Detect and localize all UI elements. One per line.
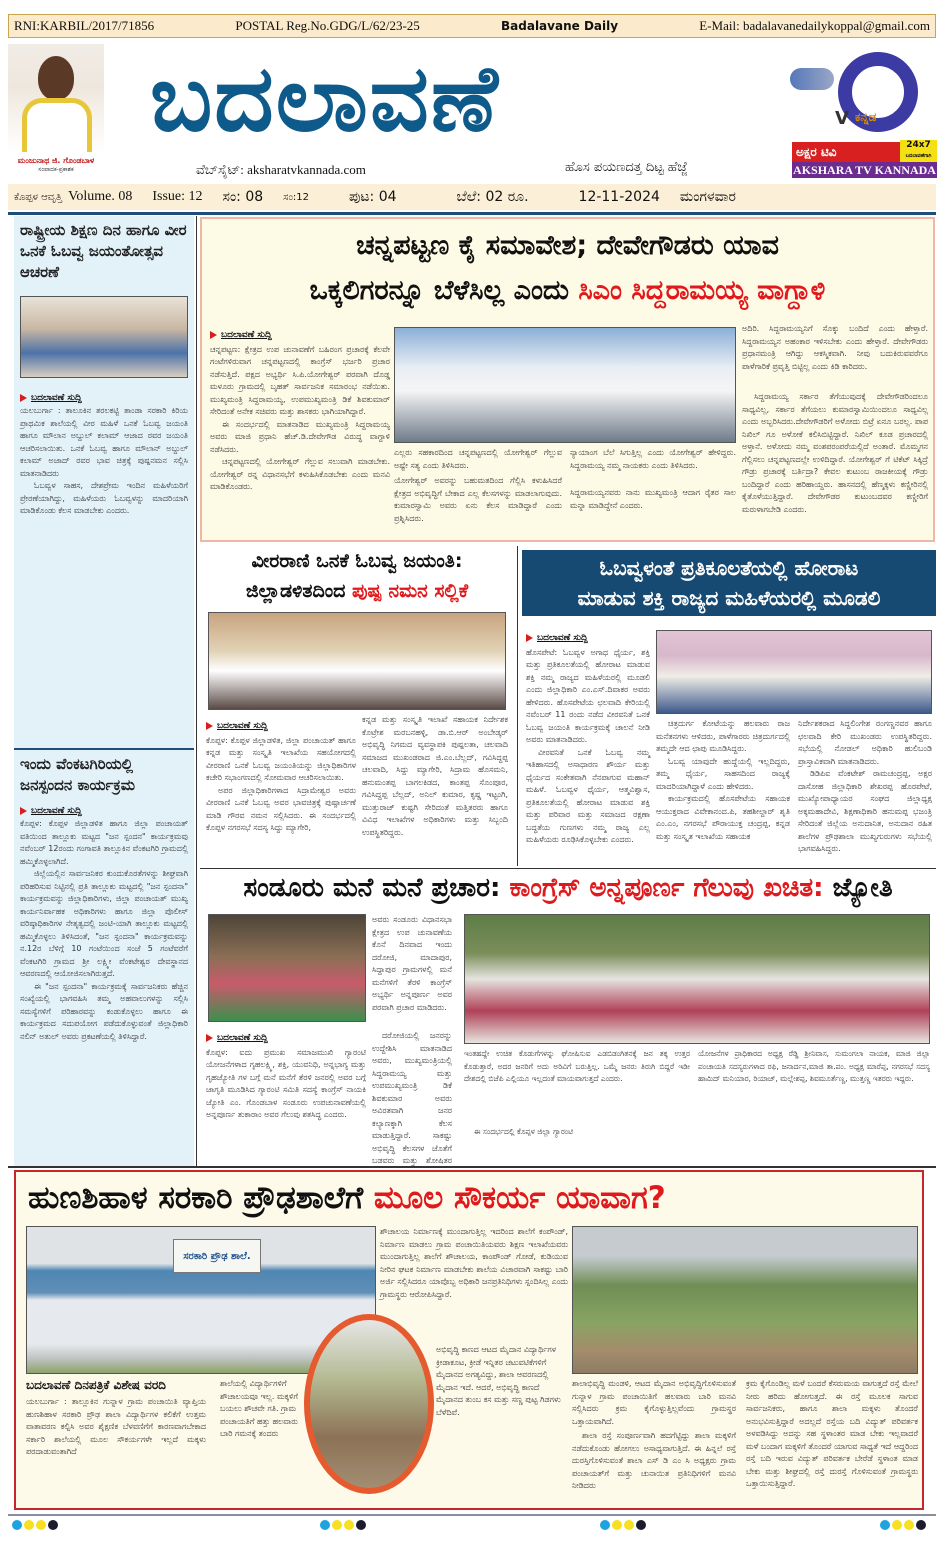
divider bbox=[200, 868, 936, 869]
lead-headline: ಚನ್ನಪಟ್ಟಣ ಕೈ ಸಮಾವೇಶ; ದೇವೇಗೌಡರು ಯಾವ ಒಕ್ಕಲಿಗರನ್ನೂ ಬೆಳೆಸಿಲ್ಲ ಎಂದು ಸಿಎಂ ಸಿದ್ದರಾಮಯ್ಯ ವಾಗ್ದಾಳಿ bbox=[309, 230, 826, 306]
lead-para: ಎಲ್ಲರು ಸಹಕಾರದಿಂದ ಚನ್ನಪಟ್ಟಣದಲ್ಲಿ ಯೋಗೇಶ್ವರ್ ಗೆಲ್ಲುವ ಅಷ್ಟೇ ಸತ್ಯ ಎಂದು ತಿಳಿಸಿದರು. bbox=[394, 448, 562, 470]
left2-para: ಜಿಲ್ಲೆಯಲ್ಲಿನ ಸಾರ್ವಜನಿಕರ ಕುಂದುಕೊರತೆಗಳನ್ನು ಶೀಘ್ರವಾಗಿ ಪರಿಹರಿಸುವ ನಿಟ್ಟಿನಲ್ಲಿ ಪ್ರತಿ ತಾಲ್ಲೂಕು ಮಟ್ಟದಲ್ಲಿ "ಜನ ಸ್ಪಂದನಾ" ಕಾರ್ಯಕ್ರಮವನ್ನು ಜಿಲ್ಲಾಧಿಕಾರಿಗಳು, ಜಿಲ್ಲಾ ಪಂಚಾಯತ್ ಮುಖ್ಯ ಕಾರ್ಯನಿರ್ವಾಹಕ ಅಧಿಕಾರಿಗಳು ಹಾಗೂ ಜಿಲ್ಲಾ ಪೊಲೀಸ್ ವರಿಷ್ಠಾಧಿಕಾರಿಗಳ ನೇತೃತ್ವದಲ್ಲಿ ಜಂಟಿ-ಯಾಗಿ ತಾಲ್ಲೂಕು ಮಟ್ಟದಲ್ಲಿ ಹಮ್ಮಿಕೊಳ್ಳಲು ತಿಳಿಸಿದಂತೆ, "ಜನ ಸ್ಪಂದನಾ" ಕಾರ್ಯಕ್ರಮವನ್ನು ನ.12ರ ಬೆಳಿಗ್ಗೆ 10 ಗಂಟೆಯಿಂದ ಸಂಜೆ 5 ಗಂಟೆವರೆಗೆ ವೆಂಕಟಗಿರಿ ಗ್ರಾಮದ ಶ್ರೀ ಲಕ್ಷ್ಮೀ ವೆಂಕಟೇಶ್ವರ ದೇವಸ್ಥಾನದ ಆವರಣದಲ್ಲಿ ಆಯೋಜಿಸಲಾಗಿರುತ್ತದೆ. bbox=[20, 869, 188, 978]
sec3-para: ಕಾರ್ಯಕ್ರಮದಲ್ಲಿ ಹೊಸಪೇಟೆಯ ಸಹಾಯಕ ಆಯುಕ್ತರಾದ ವಿವೇಕಾನಂದ.ಪಿ, ತಹಶೀಲ್ದಾರ್ ಶೃತಿ ಎಂ.ಎಂ, ನಗರಸಭೆ ಪೌರಾಯುಕ್ತ ಚಂದ್ರಪ್ಪ, ಕನ್ನಡ ಮತ್ತು ಸಂಸ್ಕೃತ ಇಲಾಖೆಯ ಸಹಾಯಕ bbox=[656, 794, 790, 841]
yellow-dot bbox=[24, 1520, 34, 1530]
left2-headline: ಇಂದು ವೆಂಕಟಗಿರಿಯಲ್ಲಿ ಜನಸ್ಪಂದನ ಕಾರ್ಯಕ್ರಮ bbox=[20, 755, 135, 794]
edition: ಕೊಪ್ಪಳ ಆವೃತ್ತಿ bbox=[14, 191, 63, 203]
lamp-lighting-photo bbox=[656, 630, 932, 714]
black-dot bbox=[48, 1520, 58, 1530]
sec3-para: ಹೊಸಪೇಟೆ: ಓಬವ್ವಳ ಅಗಾಧ ಧೈರ್ಯ, ಶಕ್ತಿ ಮತ್ತು ಪ್ರತಿಕೂಲತೆಯಲ್ಲಿ ಹೋರಾಟ ಮಾಡುವ ಶಕ್ತಿ ನಮ್ಮ ರಾಜ್ಯದ ಮಹಿಳೆಯರಲ್ಲಿ ಮೂಡಲಿ ಎಂದು ಜಿಲ್ಲಾಧಿಕಾರಿ ಎಂ.ಎಸ್.ದಿವಾಕರ ಅವರು ಹೇಳಿದರು. ಹೊಸಪೇಟೆಯ ಛಲವಾದಿ ಕೇರಿಯಲ್ಲಿ ನವೆಂಬರ್ 11 ರಂದು ನಡೆದ ವೀರವನಿತೆ ಒನಕೆ ಓಬವ್ವ ಜಯಂತಿ ಕಾರ್ಯಕ್ರಮಕ್ಕೆ ಚಾಲನೆ ನೀಡಿ ಅವರು ಮಾತನಾಡಿದರು. bbox=[526, 647, 650, 744]
tribute-photo bbox=[208, 612, 506, 710]
feature-para: ಯಲಬುರ್ಗಾ : ತಾಲ್ಲೂಕಿನ ಗುನ್ನಾಳ ಗ್ರಾಮ ಪಂಚಾಯಿತಿ ವ್ಯಾಪ್ತಿಯ ಹುಣಶಿಹಾಳ ಸರಕಾರಿ ಪ್ರೌಢ ಶಾಲಾ ವಿದ್ಯಾರ್ಥಿಗಳ ಕಲಿಕೆಗೆ ಉತ್ತಮ ವಾತಾವರಣ ಕಲ್ಪಿಸಿ ಅವರ ಶೈಕ್ಷಣಿಕ ಬೆಳವಣಿಗೆಗೆ ಕಾರಣವಾಗಬೇಕಾದ ಸರ್ಕಾರಿ ಶಾಲೆಯಲ್ಲಿ ಮೂಲ ಸೌಕರ್ಯಗಳೇ ಇಲ್ಲದೆ ಮಕ್ಕಳು ಪರದಾಡುವಂತಾಗಿದೆ bbox=[26, 1397, 206, 1456]
tv-kannada-label: ಕನ್ನಡ bbox=[855, 110, 877, 124]
sec4-headline: ಸಂಡೂರು ಮನೆ ಮನೆ ಪ್ರಚಾರ: ಕಾಂಗ್ರೆಸ್ ಅನ್ನಪೂರ್ಣ ಗೆಲುವು ಖಚಿತ: ಜ್ಯೋತಿ bbox=[243, 873, 893, 903]
sec4-para: ಈ ಸಂದರ್ಭದಲ್ಲಿ ಕೊಪ್ಪಳ ಜಿಲ್ಲಾ ಗ್ಯಾರಂಟಿ bbox=[474, 1127, 574, 1136]
left2-para: ಕೊಪ್ಪಳ: ಕೊಪ್ಪಳ ಜಿಲ್ಲಾಡಳಿತ ಹಾಗೂ ಜಿಲ್ಲಾ ಪಂಚಾಯತ್ ವತಿಯಿಂದ ತಾಲ್ಲೂಕು ಮಟ್ಟದ "ಜನ ಸ್ಪಂದನ" ಕಾರ್ಯಕ್ರಮವು ನವೆಂಬರ್ 12ರಂದು ಗಂಗಾವತಿ ತಾಲ್ಲೂಕಿನ ವೆಂಕಟಗಿರಿ ಗ್ರಾಮದಲ್ಲಿ ಹಮ್ಮಿಕೊಳ್ಳಲಾಗಿದೆ. bbox=[20, 819, 188, 866]
school-event-photo bbox=[20, 296, 188, 378]
story-obavva-hospet bbox=[522, 550, 936, 866]
sec3-byline: ಬದಲಾವಣೆ ಸುದ್ದಿ bbox=[526, 632, 650, 645]
date: 12-11-2024 bbox=[578, 189, 660, 205]
left2-byline: ಬದಲಾವಣೆ ಸುದ್ದಿ bbox=[20, 806, 194, 816]
sam-1: ಸಂ: 08 bbox=[222, 189, 264, 205]
divider bbox=[8, 212, 936, 215]
feature-para: ಕ್ರಮ ಕೈಗೊಂಡಿಲ್ಲ ಮಳೆ ಬಂದರೆ ಕೆಸರುಮಯ ವಾಗುತ್ತದೆ ರಸ್ತೆ ಮೇಲೆ ನೀರು ಹರಿದು ಹೋಗುತ್ತದೆ. ಈ ರಸ್ತೆ ಮೂಲಕ ಸಾಗುವ ಸಾರ್ವಜನಿಕರು, ಹಾಗೂ ಶಾಲಾ ಮಕ್ಕಳು ತೊಂದರೆ ಅನುಭವಿಸುತ್ತಿದ್ದಾರೆ ಅದಲ್ಲದೆ ರಸ್ತೆಯ ಬದಿ ವಿದ್ಯುತ್ ಪರಿವರ್ತಕ ಅಳವಡಿಸಿದ್ದು ಅದನ್ನು ಸಹ ಸ್ಥಳಾಂತರ ಮಾಡ ಬೇಕು ಇಲ್ಲವಾದರೆ ಮಳೆ ಬಂದಾಗ ಮಕ್ಕಳಿಗೆ ತೊಂದರೆ ಯಾಗುವ ಸಾಧ್ಯತೆ ಇದೆ ಆದ್ದರಿಂದ ರಸ್ತೆ ಬದಿ ಇರುವ ವಿದ್ಯುತ್ ಪರಿವರ್ತಕ ಬೇರೆಡೆ ಸ್ಥಳಾಂತ ಮಾಡ ಬೇಕು ಮತ್ತು ಶೀಘ್ರದಲ್ಲಿ ರಸ್ತೆ ದುರಸ್ತೆ ಗೊಳಿಸುವಂತೆ ಗ್ರಾಮಸ್ಥರು ಒತ್ತಾಯಿಸುತ್ತಿದ್ದಾರೆ. bbox=[746, 1379, 918, 1488]
email-link[interactable]: E-Mail: badalavanedailykoppal@gmail.com bbox=[699, 18, 930, 33]
feature-school bbox=[14, 1170, 924, 1510]
left2 bbox=[14, 748, 194, 1166]
sec4-byline: ಬದಲಾವಣೆ ಸುದ್ದಿ bbox=[206, 1032, 366, 1045]
lead-para: ಅದಿರಿ. ಸಿದ್ದರಾಮಯ್ಯನಿಗೆ ಸೊಕ್ಕು ಬಂದಿದೆ ಎಂದು ಹೇಳ್ತಾರೆ. ಸಿದ್ದರಾಮಯ್ಯನ ಅಹಂಕಾರ ಇಳಿಸಬೇಕು ಎಂದು ಹೇಳ್ತಾರೆ. ದೇವೇಗೌಡರು ಪ್ರಧಾನಮಂತ್ರಿ ಆಗಿದ್ದು ಆಕಸ್ಮಿಕವಾಗಿ. ನೀವು ಬದುಕಿರುವವರೆಗೂ ಪಾಳೆಗಾರಿಕೆ ಪ್ರವೃತ್ತಿ ಬಿಟ್ಟಿಲ್ಲ ಎಂದು ಕಿಡಿ ಕಾರಿದರು. bbox=[742, 324, 928, 371]
masthead-title: ಬದಲಾವಣೆ bbox=[150, 45, 500, 152]
yellow-dot bbox=[612, 1520, 622, 1530]
black-dot bbox=[356, 1520, 366, 1530]
feature-para: ಅಭಿವೃದ್ಧಿ ಕಾಣದ ಆಟದ ಮೈದಾನ ವಿದ್ಯಾರ್ಥಿಗಳ ಕ್ರೀಡಾಕೂಟ, ಕ್ರೀಡೆ ಇನ್ನಿತರ ಚಟುವಟಿಕೆಗಳಿಗೆ ಮೈದಾನದ ಅಗತ್ಯವಿದ್ದು, ಶಾಲಾ ಆವರಣದಲ್ಲಿ ಮೈದಾನ ಇದೆ. ಆದರೆ, ಅಭಿವೃದ್ಧಿ ಕಾಣದೆ ಮೈದಾನದ ತುಂಬ ಕಸ ಮತ್ತು ಸಣ್ಣ ಪುಟ್ಟ ಗಿಡಗಳು ಬೆಳೆದಿವೆ. bbox=[436, 1345, 561, 1417]
bottom-rule bbox=[8, 1514, 936, 1516]
tv-v-letter: V bbox=[835, 108, 849, 129]
registration-marks-right bbox=[880, 1520, 926, 1530]
yellow-dot bbox=[624, 1520, 634, 1530]
feature-para: ಶಾಲೆಯಲ್ಲಿ ವಿದ್ಯಾರ್ಥಿಗಳಿಗೆ ಶೌಚಾಲಯವೂ ಇಲ್ಲ. ಮಕ್ಕಳಿಗೆ ಬಯಲು ಶೌಚವೇ ಗತಿ. ಗ್ರಾಮ ಪಂಚಾಯತಿಗೆ ಹತ್ತು ಹಲವಾರು ಬಾರಿ ಗಮನಕ್ಕೆ ತಂದರು bbox=[220, 1379, 298, 1438]
feature-headline: ಹುಣಶಿಹಾಳ ಸರಕಾರಿ ಪ್ರೌಢಶಾಲೆಗೆ ಮೂಲ ಸೌಕರ್ಯ ಯಾವಾಗ? bbox=[28, 1180, 666, 1216]
tv-name: AKSHARA TV KANNADA bbox=[793, 163, 936, 177]
paper-name-en: Badalavane Daily bbox=[501, 19, 619, 33]
sec4-para: ದರೋಜಿಯಲ್ಲಿ ಜನರನ್ನು ಉದ್ದೇಶಿಸಿ ಮಾತನಾಡಿದ ಅವರು, ಮುಖ್ಯಮಂತ್ರಿಯಲ್ಲಿ ಸಿದ್ದರಾಮಯ್ಯ ಮತ್ತು ಉಪಮುಖ್ಯಮಂತ್ರಿ ಡಿಕೆ ಶಿವಕುಮಾರ ಅವರು ಅವಿರತವಾಗಿ ಜನರ ಕಲ್ಯಾಣಕ್ಕಾಗಿ ಕೆಲಸ ಮಾಡುತ್ತಿದ್ದಾರೆ. ಸಾಕಷ್ಟು ಅಭಿವೃದ್ಧಿ ಕೆಲಸಗಳ ಜೊತೆಗೆ ಬಡವರು ಮತ್ತು ಶೋಷಿತರ bbox=[372, 1031, 452, 1165]
lead-story bbox=[200, 217, 935, 542]
volume: Volume. 08 bbox=[68, 189, 133, 204]
sec2-para: ಕನ್ನಡ ಮತ್ತು ಸಂಸ್ಕೃತಿ ಇಲಾಖೆ ಸಹಾಯಕ ನಿರ್ದೇಶಕ ಕೊಟ್ರೇಶ ಮರಬನಹಳ್ಳಿ, ಡಾ.ಬಿ.ಆರ್ ಅಂಬೇಡ್ಕರ್ ಅಭಿವೃದ್ಧಿ ನಿಗಮದ ವ್ಯವಸ್ಥಾಪಕಿ ಪುಷ್ಪಲತಾ, ಚಲವಾದಿ ಸಮಾಜದ ಮುಖಂಡರಾದ ಜಿ.ಎಂ.ಬೆಲ್ಲದ್, ಗವಿಸಿದ್ದಪ್ಪ ಚಲವಾದಿ, ಸಿದ್ದು ಮ್ಯಾಗೇರಿ, ಸಿದ್ರಾಮ ಹೊಸಮನಿ, ಹನುಮಂತಪ್ಪ ಬಾಗಲಕಿಡದ, ಕಾಂತಪ್ಪ ಸೊಂಪೂರ, ಗವಿಸಿದ್ದಪ್ಪ ಬೆಲ್ಲದ್, ಅನಿಲ್ ಕುಮಾರ, ಕೃಷ್ಣ ಇಟ್ಟಂಗಿ, ಮುತ್ತುರಾಜ್ ಕುಷ್ಟಗಿ ಸೇರಿದಂತೆ ಮತ್ತಿತರರು ಹಾಗೂ ವಿವಿಧ ಇಲಾಖೆಗಳ ಅಧಿಕಾರಿಗಳು ಮತ್ತು ಸಿಬ್ಬಂದಿ ಉಪಸ್ಥಿತರಿದ್ದರು. bbox=[362, 715, 508, 837]
feature-para: ಶೌಚಾಲಯ ನಿರ್ಮಾಣಕ್ಕೆ ಮುಂದಾಗುತ್ತಿಲ್ಲ ಇದರಿಂದ ಶಾಲೆಗೆ ಕಂಪೌಂಡ್, ನಿರ್ಮಾಣ ಮಾಡಲು ಗ್ರಾಮ ಪಂಚಾಯಿತಿಯವರು ಶಿಕ್ಷಣ ಇಲಾಖೆಯವರು ಮುಂದಾಗುತ್ತಿಲ್ಲ ಶಾಲೆಗೆ ಶೌಚಾಲಯ, ಕಾಂಪೌಂಡ್ ಗೋಡೆ, ಕುಡಿಯುವ ನೀರಿನ ಘಟಕ ನಿರ್ಮಾಣ ಮಾಡಬೇಕು ಶಾಲೆಯ ವಿಚಾರವಾಗಿ ಸಾಕಷ್ಟು ಬಾರಿ ಅರ್ಜಿ ಸಲ್ಲಿಸಿದರೂ ಯಾವೊಬ್ಬ ಅಧಿಕಾರಿ ಜನಪ್ರತಿನಿಧಿಗಳು ಸ್ಪಂದಿಸಿಲ್ಲ ಎಂದು ಗ್ರಾಮಸ್ಥರು ಆರೋಪಿಸಿದ್ದಾರೆ. bbox=[380, 1227, 568, 1299]
black-dot bbox=[916, 1520, 926, 1530]
sec4-para: ಯೋಜನೆಗಳ ಪ್ರಾಧಿಕಾರದ ಅಧ್ಯಕ್ಷ ರೆಡ್ಡಿ ಶ್ರೀನಿವಾಸ, ಸುಮಂಗಲಾ ನಾಯಕ, ಮಾಜಿ ಜಿಲ್ಲಾ ಪಂಚಾಯತಿ ಸದಸ್ಯರುಗಳಾದ ರಫಿ, ಜನಾರ್ದನ,ಮಾಜಿ ತಾ.ಪಂ. ಅಧ್ಯಕ್ಷ ಮಾರೆಪ್ಪ, ನಗರಸಭೆ ಸದಸ್ಯ ಹಾಮಿದ್ ಮನಿಯಾರ, ರಿಯಾಜ್, ಮಲ್ಲೇಶಪ್ಪ, ಶಿವಮೂರ್ತೆಣ್ಣ, ಮುತ್ತಣ್ಣ ಇತರರು ಇದ್ದರು. bbox=[698, 1049, 930, 1083]
triangle-icon bbox=[206, 722, 213, 730]
issue: Issue: 12 bbox=[152, 189, 203, 204]
price: ಬೆಲೆ: 02 ರೂ. bbox=[456, 189, 529, 205]
yellow-dot bbox=[892, 1520, 902, 1530]
triangle-icon bbox=[20, 807, 27, 815]
top-info-bar bbox=[8, 14, 936, 38]
registration-marks-midright bbox=[600, 1520, 646, 1530]
left1-byline: ಬದಲಾವಣೆ ಸುದ್ದಿ bbox=[20, 393, 194, 403]
registration-marks-left bbox=[12, 1520, 58, 1530]
column-rule bbox=[517, 546, 518, 866]
sec2-byline: ಬದಲಾವಣೆ ಸುದ್ದಿ bbox=[206, 720, 356, 733]
sec4-para: ಕೊಪ್ಪಳ: ಐದು ಪ್ರಮುಖ ಸಮಾಜಮುಖಿ ಗ್ಯಾರಂಟಿ ಯೋಜನೆಗಳಾದ ಗೃಹಲಕ್ಷ್ಮಿ, ಶಕ್ತಿ, ಯುವನಿಧಿ, ಅನ್ನಭಾಗ್ಯ ಮತ್ತು ಗೃಹಜ್ಯೋತಿ ಗಳ ಬಗ್ಗೆ ಮನೆ ಮನೆಗೆ ತೆರಳಿ ಜನರಲ್ಲಿ ಅವರ ಬಗ್ಗೆ ಜಾಗೃತಿ ಮೂಡಿಸಿದ ಗ್ಯಾರಂಟಿ ಸಮಿತಿ ಸದಸ್ಯೆ ಕಾಂಗ್ರೆಸ್ ನಾಯಕಿ ಜ್ಯೋತಿ ಎಂ. ಗೊಂಡಬಾಳ ಸಂಡೂರು ಉಪಚುನಾವಣೆಯಲ್ಲಿ ಅನ್ನಪೂರ್ಣ ತುಕಾರಾಂ ಅವರ ಗೆಲುವು ಶತಸಿದ್ಧ ಎಂದರು. bbox=[206, 1047, 366, 1119]
badge-sub: ಬದಲಾವಣೆಗಾಗಿ bbox=[905, 153, 932, 159]
sec3-para: ಚಿತ್ರದುರ್ಗ ಕೋಟೆಯನ್ನು ಹಲವಾರು ರಾಜ ಮನೆತನಗಳು ಆಳಿದರು, ಪಾಳೆಗಾರರು ಚಿತ್ರದುರ್ಗದಲ್ಲಿ ತಮ್ಮದೇ ಆದ ಛಾಪು ಮೂಡಿಸಿದ್ದರು. bbox=[656, 719, 790, 753]
editor-role: ಸಂಪಾದಕ-ಪ್ರಕಾಶಕ bbox=[38, 166, 74, 173]
issue-info-bar bbox=[8, 184, 936, 210]
sec3-para: ವೀರವನಿತೆ ಒನಕೆ ಓಬವ್ವ ನಮ್ಮ ಇತಿಹಾಸದಲ್ಲಿ ಅಸಾಧಾರಣ ಶೌರ್ಯ ಮತ್ತು ಧೈರ್ಯದ ಸಂಕೇತವಾಗಿ ನೆನಪಾಗುವ ಮಹಾನ್ ಮಹಿಳೆ. ಓಬವ್ವಳ ಧೈರ್ಯ, ಆತ್ಮವಿಶ್ವಾಸ, ಪ್ರತಿಕೂಲತೆಯಲ್ಲಿ ಹೋರಾಟ ಮಾಡುವ ಶಕ್ತಿ ಮತ್ತು ಪರಿವಾರ ಮತ್ತು ಸಮಾಜದ ರಕ್ಷಣಾ ಬದ್ಧತೆಯ ಗುಣಗಳು ನಮ್ಮ ರಾಜ್ಯ ಎಲ್ಲ ಮಹಿಳೆಯರು ರೂಢಿಸಿಕೊಳ್ಳಬೇಕು ಎಂದರು. bbox=[526, 747, 650, 844]
campaign-photo-right bbox=[464, 914, 930, 1044]
sec4-para: ಇಂತಹದ್ದೇ ಉಚಿತ ಕೊಡುಗೆಗಳನ್ನು ಘೋಷಿಸುವ ಎಡಬಿಡಂಗಿತನಕ್ಕೆ ಜನ ತಕ್ಕ ಉತ್ತರ ಕೊಡುತ್ತಾರೆ, ಅದರ ಜನರಿಗೆ ಅದು ಅರಿವಿಗೆ ಬರುತ್ತಿಲ್ಲ. ಒಮ್ಮೆ ಜನರು ತಿರುಗಿ ಬಿದ್ದರೆ ಇಡೀ ದೇಶದಲ್ಲಿ ಬಿಜೆಪಿ ಎಲ್ಲಿಯೂ ಇಲ್ಲದಂತೆ ಮಾಯವಾಗುತ್ತದೆ ಎಂದರು. bbox=[464, 1049, 690, 1083]
yellow-dot bbox=[332, 1520, 342, 1530]
registration-marks-mid bbox=[320, 1520, 366, 1530]
microphone-icon bbox=[790, 68, 834, 90]
cyan-dot bbox=[12, 1520, 22, 1530]
rally-stage-photo bbox=[394, 327, 736, 443]
sec2-para: ಅಪರ ಜಿಲ್ಲಾಧಿಕಾರಿಗಳಾದ ಸಿದ್ರಾಮೇಶ್ವರ ಅವರು ವೀರರಾಣಿ ಒನಕೆ ಓಬವ್ವ ಅವರ ಭಾವಚಿತ್ರಕ್ಕೆ ಪುಷ್ಪಾರ್ಚಣೆ ಮಾಡಿ ಗೌರವ ನಮನ ಸಲ್ಲಿಸಿದರು. ಈ ಸಂದರ್ಭದಲ್ಲಿ ಕೊಪ್ಪಳ ನಗರಸಭೆ ಸದಸ್ಯ ಸಿದ್ದು ಮ್ಯಾಗೇರಿ, bbox=[206, 785, 356, 832]
feature-para: ಶಾಲಾ ರಸ್ತೆ ಸಂಪೂರ್ಣವಾಗಿ ಹದಗೆಟ್ಟಿದ್ದು ಶಾಲಾ ಮಕ್ಕಳಿಗೆ ನಡೆದುಕೊಂಡು ಹೋಗಲು ಅಸಾಧ್ಯವಾಗುತ್ತಿದೆ. ಈ ಹಿನ್ನಲೆ ರಸ್ತೆ ದುರಸ್ತಿಗೊಳಿಸುವಂತೆ ಶಾಲಾ ಎಸ್ ಡಿ ಎಂ ಸಿ ಅಧ್ಯಕ್ಷರು ಗ್ರಾಮ ಪಂಚಾಯತ್‌ಗೆ ಮತ್ತು ಚುನಾಯಿತ ಪ್ರತಿನಿಧಿಗಳಿಗೆ ಮನವಿ ನೀಡಿದರು bbox=[572, 1431, 736, 1490]
yellow-dot bbox=[36, 1520, 46, 1530]
road-transformer-photo bbox=[572, 1226, 918, 1374]
black-dot bbox=[636, 1520, 646, 1530]
tv-24x7-badge bbox=[900, 140, 937, 162]
story-sandur bbox=[200, 870, 936, 1166]
left1-para: ಓಬವ್ವಳ ಸಾಹಸ, ದೇಶಪ್ರೇಮ ಇಂದಿನ ಮಹಿಳೆಯರಿಗೆ ಪ್ರೇರಣೆಯಾಗಿದ್ದು, ಮಹಿಳೆಯರು ಓಬವ್ವಳನ್ನು ಮಾದರಿಯಾಗಿ ಮಾಡಿಕೊಂಡು ಕೆಲಸ ಮಾಡಬೇಕು ಎಂದರು. bbox=[20, 481, 188, 515]
triangle-icon bbox=[526, 634, 533, 642]
triangle-icon bbox=[206, 1034, 213, 1042]
badge-text: 24x7 bbox=[906, 140, 931, 150]
lead-para: ಸಿದ್ದರಾಮಯ್ಯನವರು ನಾನು ಮುಖ್ಯಮಂತ್ರಿ ಆದಾಗ ರೈತರ ಸಾಲ ಮನ್ನಾ ಮಾಡಿದ್ದೇನೆ ಎಂದರು. bbox=[570, 488, 736, 510]
sec4-para: ಅವರು ಸಂಡೂರು ವಿಧಾನಸಭಾ ಕ್ಷೇತ್ರದ ಉಪ ಚುನಾವಣೆಯ ಕೊನೆ ದಿನವಾದ ಇಂದು ದರೋಜಿ, ಮಾದಾಪುರ, ಸಿದ್ದಾಪುರ ಗ್ರಾಮಗಳಲ್ಲಿ ಮನೆ ಮನೆಗಳಿಗೆ ತೆರಳಿ ಕಾಂಗ್ರೆಸ್ ಅಭ್ಯರ್ಥಿ ಅನ್ನಪೂರ್ಣ ಅವರ ಪರವಾಗಿ ಪ್ರಚಾರ ಮಾಡಿದರು. bbox=[372, 915, 452, 1012]
sec2-para: ಕೊಪ್ಪಳ: ಕೊಪ್ಪಳ ಜಿಲ್ಲಾಡಳಿತ, ಜಿಲ್ಲಾ ಪಂಚಾಯತ್ ಹಾಗೂ ಕನ್ನಡ ಮತ್ತು ಸಂಸ್ಕೃತಿ ಇಲಾಖೆಯ ಸಹಯೋಗದಲ್ಲಿ ವೀರರಾಣಿ ಒನಕೆ ಓಬವ್ವ ಜಯಂತಿಯನ್ನು ಜಿಲ್ಲಾಧಿಕಾರಿಗಳ ಕಚೇರಿ ಸಭಾಂಗಣದಲ್ಲಿ ಸೋಮವಾರ ಆಚರಿಸಲಾಯಿತು. bbox=[206, 735, 356, 782]
tagline: ಹೊಸ ಪಯಣದತ್ತ ದಿಟ್ಟ ಹೆಜ್ಜೆ bbox=[565, 160, 688, 175]
school-road-photo-round bbox=[304, 1314, 434, 1494]
lead-para: ಚನ್ನಪಟ್ಟಣ: ಕ್ಷೇತ್ರದ ಉಪ ಚುನಾವಣೆಗೆ ಬಹಿರಂಗ ಪ್ರಚಾರಕ್ಕೆ ಕೆಲವೇ ಗಂಟೆಗಳಿರುವಾಗ ಚನ್ನಪಟ್ಟಣದಲ್ಲಿ ಕಾಂಗ್ರೆಸ್ ಭರ್ಜರಿ ಪ್ರಚಾರ ನಡೆಸುತ್ತಿದೆ. ಪಕ್ಷದ ಅಭ್ಯರ್ಥಿ ಸಿ.ಪಿ.ಯೋಗೇಶ್ವರ್ ಪರವಾಗಿ ದೊಡ್ಡ ಮಳೂರು ಗ್ರಾಮದಲ್ಲಿ ಬೃಹತ್ ಸಾರ್ವಜನಿಕ ಸಮಾರಂಭ ನಡೆಯಿತು. ಮುಖ್ಯಮಂತ್ರಿ ಸಿದ್ದರಾಮಯ್ಯ, ಉಪಮುಖ್ಯಮಂತ್ರಿ ಡಿಕೆ ಶಿವಕುಮಾರ್ ಸೇರಿದಂತೆ ಅನೇಕ ಸಚಿವರು ಮತ್ತು ಶಾಸಕರು ಭಾಗಿಯಾಗಿದ್ದಾರೆ. bbox=[210, 344, 390, 416]
story-obavva-koppal bbox=[200, 546, 514, 866]
column-rule bbox=[196, 216, 197, 1166]
cyan-dot bbox=[320, 1520, 330, 1530]
sam-2: ಸಂ:12 bbox=[283, 191, 310, 203]
campaign-photo-left bbox=[208, 914, 366, 1022]
postal-reg: POSTAL Reg.No.GDG/L/62/23-25 bbox=[235, 18, 420, 33]
lead-para: ನ್ಯಾಯಾಂಗ ಬೆಲೆ ಸಿಗುತ್ತಿಲ್ಲ ಎಂದು ಯೋಗೇಶ್ವರ್ ಹೇಳಿದ್ದರು. ಸಿದ್ದರಾಮಯ್ಯ ನಮ್ಮ ನಾಯಕರು ಎಂದು ತಿಳಿಸಿದರು. bbox=[570, 448, 736, 470]
cyan-dot bbox=[880, 1520, 890, 1530]
divider bbox=[8, 1166, 936, 1168]
editor-photo bbox=[8, 44, 104, 152]
sec3-headline: ಓಬವ್ವಳಂತೆ ಪ್ರತಿಕೂಲತೆಯಲ್ಲಿ ಹೋರಾಟ ಮಾಡುವ ಶಕ್ತಿ ರಾಜ್ಯದ ಮಹಿಳೆಯರಲ್ಲಿ ಮೂಡಲಿ bbox=[522, 550, 936, 616]
left2-para: ಈ "ಜನ ಸ್ಪಂದನಾ" ಕಾರ್ಯಕ್ರಮಕ್ಕೆ ಸಾರ್ವಜನಿಕರು ಹೆಚ್ಚಿನ ಸಂಖ್ಯೆಯಲ್ಲಿ ಭಾಗವಹಿಸಿ ತಮ್ಮ ಅಹವಾಲುಗಳನ್ನು ಸಲ್ಲಿಸಿ ಸಮಸ್ಯೆಗಳಿಗೆ ಪರಿಹಾರವನ್ನು ಕಂಡುಕೊಳ್ಳಲು ಹಾಗೂ ಈ ಕಾರ್ಯಕ್ರಮದ ಸದುಪಯೋಗ ಪಡೆದುಕೊಳ್ಳುವಂತೆ ಜಿಲ್ಲಾಧಿಕಾರಿ ನಲಿನ್ ಅತುಲ್ ಅವರು ಪ್ರಕಟಣೆಯಲ್ಲಿ ತಿಳಿಸಿದ್ದಾರೆ. bbox=[20, 981, 188, 1041]
sec3-para: ನಿರ್ದೇಶಕರಾದ ಸಿದ್ದಲಿಂಗೇಶ ರಂಗಣ್ಣನವರ ಹಾಗೂ ಛಲವಾದಿ ಕೇರಿ ಮುಖಂಡರು ಉಪಸ್ಥಿತರಿದ್ದರು. ಸಭೆಯಲ್ಲಿ ನೋಡಲ್ ಅಧಿಕಾರಿ ಹುಲಿಬಂಡಿ ಪ್ರಾಸ್ತಾವಿಕವಾಗಿ ಮಾತನಾಡಿದರು. bbox=[798, 719, 932, 766]
lead-para: ಚನ್ನಪಟ್ಟಣದಲ್ಲಿ ಯೋಗೇಶ್ವರ್ ಗೆಲ್ಲುವ ಸಲುವಾಗಿ ಮಾಡಬೇಕು. ಯೋಗೇಶ್ವರ್ ರನ್ನ ವಿಧಾನಸಭೆಗೆ ಕಳುಹಿಸಿಕೊಡಬೇಕು ಎಂದು ಮನವಿ ಮಾಡಿಕೊಂಡರು. bbox=[210, 457, 390, 491]
special-report-label: ಬದಲಾವಣೆ ದಿನಪತ್ರಿಕೆ ವಿಶೇಷ ವರದಿ bbox=[26, 1378, 166, 1392]
sec2-headline: ವೀರರಾಣಿ ಒನಕೆ ಓಬವ್ವ ಜಯಂತಿ: ಜಿಲ್ಲಾಡಳಿತದಿಂದ ಪುಷ್ಪ ನಮನ ಸಲ್ಲಿಕೆ bbox=[245, 550, 469, 602]
yellow-dot bbox=[904, 1520, 914, 1530]
sec3-para: ಓಬವ್ವ ಯಾವುದೇ ಹುದ್ದೆಯಲ್ಲಿ ಇಲ್ಲದಿದ್ದರು, ತಮ್ಮ ಧೈರ್ಯ, ಸಾಹಸದಿಂದ ರಾಜ್ಯಕ್ಕೆ ಮಾದರಿಯಾಗಿದ್ದಾಳೆ ಎಂದು ಹೇಳಿದರು. bbox=[656, 756, 790, 791]
triangle-icon bbox=[210, 331, 217, 339]
editor-name: ಮಂಜುನಾಥ ಜಿ. ಗೊಂಡಬಾಳ bbox=[17, 156, 95, 165]
yellow-dot bbox=[344, 1520, 354, 1530]
sec3-para: ಡಿಡಿಪಿಐ ವೆಂಕಟೇಶ್ ರಾಮಚಂದ್ರಪ್ಪ, ಅಕ್ಷರ ದಾಸೋಹ ಜಿಲ್ಲಾಧಿಕಾರಿ ಶೇಖರಪ್ಪ ಹೊರಪೇಟೆ, ಮುಖ್ಯೋಪಾಧ್ಯಾಯರ ಸಂಘದ ಜಿಲ್ಲಾಧ್ಯಕ್ಷ ಅಕ್ಕಮಹಾದೇವಿ, ಶಿಕ್ಷಣಾಧಿಕಾರಿ ಹನುಮಪ್ಪ ಭಜಂತ್ರಿ ಸೇರಿದಂತೆ ಜಿಲ್ಲೆಯ ಅನುದಾನಿತ, ಅನುದಾನ ರಹಿತ ಶಾಲೆಗಳ ಪ್ರೌಢಶಾಲಾ ಮುಖ್ಯಗುರುಗಳು ಸಭೆಯಲ್ಲಿ ಭಾಗವಹಿಸಿದ್ದರು. bbox=[798, 769, 932, 853]
page-number: ಪುಟ: 04 bbox=[349, 189, 397, 205]
left1-para: ಯಲಬುರ್ಗಾ : ತಾಲೂಕಿನ ತರಲಕಟ್ಟಿ ತಾಂಡಾ ಸರಕಾರಿ ಕಿರಿಯ ಪ್ರಾಥಮಿಕ ಶಾಲೆಯಲ್ಲಿ ವೀರ ಮಹಿಳೆ ಒನಕೆ ಓಬವ್ವ ಜಯಂತಿ ಹಾಗೂ ಮೌಲಾನ ಅಬ್ದುಲ್ ಕಲಾಮ್ ಆಜಾದ ರವರ ಜಯಂತಿ ಆಚರಿಸಲಾಯಿತು. ಒನಕೆ ಓಬವ್ವ ಹಾಗೂ ಮೌಲಾನ್ ಅಬ್ದುಲ್ ಕಲಾಮ್ ಅಜಾದ್ ರವರ ಭಾವ ಚಿತ್ರಕ್ಕೆ ಪುಷ್ಪನಮನ ಸಲ್ಲಿಸಿ ಮಾತನಾಡಿದರು bbox=[20, 406, 188, 478]
akshara-logo-icon bbox=[838, 52, 918, 132]
lead-para: ಯೋಗೇಶ್ವರ್ ಅವರನ್ನು ಬಹುಮತದಿಂದ ಗೆಲ್ಲಿಸಿ ಕಳುಹಿಸಿದರೆ ಕ್ಷೇತ್ರದ ಅಭಿವೃದ್ಧಿಗೆ ಬೇಕಾದ ಎಲ್ಲ ಕೆಲಸಗಳನ್ನು ಮಾಡಲಾಗುವುದು. ಕುಮಾರಸ್ವಾಮಿ ಅವರು ಏನು ಕೆಲಸ ಮಾಡಿದ್ದಾರೆ ಎಂದು ಪ್ರಶ್ನಿಸಿದರು. bbox=[394, 476, 562, 523]
rni-number: RNI:KARBIL/2017/71856 bbox=[14, 18, 155, 33]
lead-para: ಸಿದ್ದರಾಮಯ್ಯ ಸರ್ಕಾರ ತೆಗೆಯುವುದಕ್ಕೆ ದೇವೇಗೌಡರಿಂದಲೂ ಸಾಧ್ಯವಿಲ್ಲ, ಸರ್ಕಾರ ತೆಗೆಯಲು ಕುಮಾರಸ್ವಾಮಿಯಿಂದಲೂ ಸಾಧ್ಯವಿಲ್ಲ ಎಂದು ಅಬ್ಬರಿಸಿದರು.ದೇವೇಗೌಡರಿಗೆ ಅಳೋದು ಬಿಟ್ರೆ ಏನೂ ಬರಲ್ಲ. ಪಾಪ ನಿಖಿಲ್ ಗೂ ಅಳೋಕೆ ಕಲಿಸಿಬಿಟ್ಟಿದ್ದಾರೆ. ನಿಖಿಲ್ ಕೂಡ ಪ್ರಚಾರದಲ್ಲಿ ಅಳ್ತಾನೆ. ಅಳೋದು ನಮ್ಮ ವಂಶಪರಂಪರೆಯಲ್ಲಿದೆ ಅಂತಾರೆ. ಮೊಮ್ಮಗನ ಗೆಲ್ಲಿಸಲು ಚನ್ನಪಟ್ಟಣದಲ್ಲೇ ಉಳಿದಿದ್ದಾರೆ. ಯೋಗೇಶ್ವರ್ ಗೆ ಟಿಕೆಟ್ ಸಿಕ್ಕಿದ್ರೆ ಗೌಡ್ರು ಪ್ರಚಾರಕ್ಕೆ ಬರ್ತಿದ್ರಾ? ಕೇವಲ ಕುಟುಂಬ ರಾಜಕೀಯಕ್ಕೆ ಗೌಡ್ರು ಬಂದಿದ್ದಾರೆ ಎಂದು ಹರಿಹಾಯ್ದರು. ಹಾಸನದಲ್ಲಿ ಹೆಣ್ಮಕ್ಕಳು ಕಣ್ಣೀರಿನಲ್ಲಿ ಕೈತೊಳೆಯುತ್ತಿದ್ದಾರೆ. ದೇವೇಗೌಡರ ಕುಟುಂಬದವರ ಕಣ್ಣೀರಿಗೆ ಮರುಳಾಗಬೇಡಿ ಎಂದರು. bbox=[742, 392, 928, 514]
website-link[interactable]: ವೆಬ್‌ಸೈಟ್: aksharatvkannada.com bbox=[196, 162, 366, 177]
lead-para: ಈ ಸಂದರ್ಭದಲ್ಲಿ ಮಾತನಾಡಿದ ಮುಖ್ಯಮಂತ್ರಿ ಸಿದ್ದರಾಮಯ್ಯ ಅವರು ಮಾಜಿ ಪ್ರಧಾನಿ ಹೆಚ್.ಡಿ.ದೇವೇಗೌಡ ವಿರುದ್ಧ ವಾಗ್ದಾಳಿ ನಡೆಸಿದರು. bbox=[210, 419, 390, 454]
lead-byline: ಬದಲಾವಣೆ ಸುದ್ದಿ bbox=[210, 329, 390, 342]
tv-red-label: ಅಕ್ಷರ ಟಿವಿ bbox=[792, 142, 937, 162]
feature-para: ಶಾಲಾಭಿವೃದ್ಧಿ ಮಂಡಳಿ, ಆಟದ ಮೈದಾನ ಅಭಿವೃದ್ಧಿಗೊಳಿಸುವಂತೆ ಗುನ್ನಾಳ ಗ್ರಾಮ ಪಂಚಾಯಿತಿಗೆ ಹಲವಾರು ಬಾರಿ ಮನವಿ ಸಲ್ಲಿಸಿದರು ಕ್ರಮ ಕೈಗೊಳ್ಳುತ್ತಿಲ್ಲವೆಂದು ಗ್ರಾಮಸ್ಥರ ಒತ್ತಾಯವಾಗಿದೆ. bbox=[572, 1379, 736, 1426]
left1-headline: ರಾಷ್ಟ್ರೀಯ ಶಿಕ್ಷಣ ದಿನ ಹಾಗೂ ವೀರ ಒನಕೆ ಓಬವ್ವ ಜಯಂತೋತ್ಸವ ಆಚರಣೆ bbox=[20, 221, 187, 281]
school-sign: ಸರಕಾರಿ ಪ್ರೌಢ ಶಾಲೆ. bbox=[173, 1239, 261, 1273]
triangle-icon bbox=[20, 394, 27, 402]
weekday: ಮಂಗಳವಾರ bbox=[679, 189, 736, 205]
cyan-dot bbox=[600, 1520, 610, 1530]
